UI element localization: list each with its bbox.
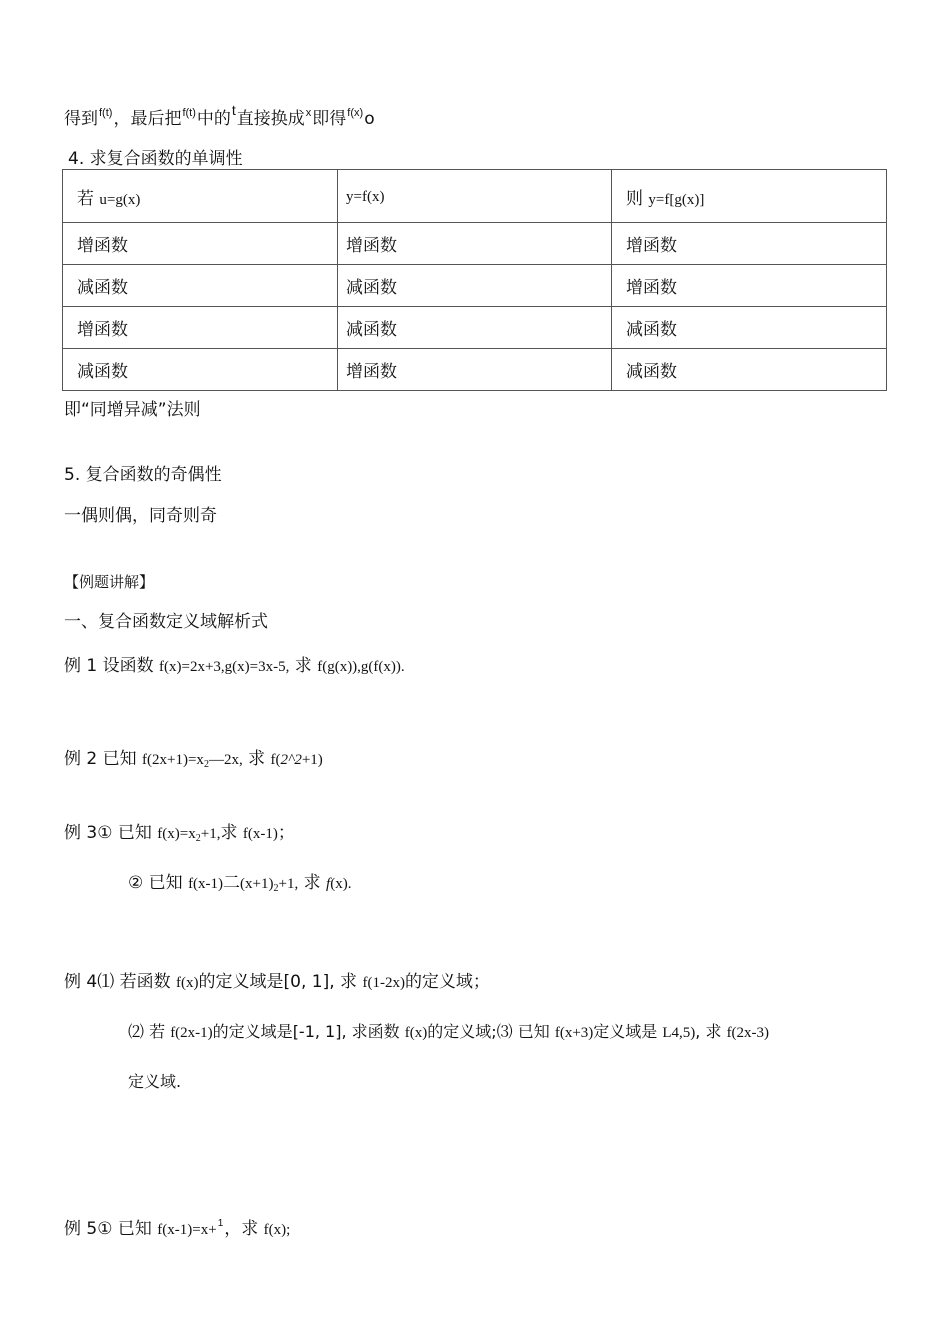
example-3-part-2-expr-d: +1, xyxy=(278,876,299,892)
table-cell: 增函数 xyxy=(338,349,612,391)
table-cell: 减函数 xyxy=(612,349,887,391)
intro-x: x xyxy=(305,107,312,119)
example-3-sub: 2 xyxy=(195,833,201,844)
table-cell: 增函数 xyxy=(63,223,338,265)
example-3-part-2-zh: 求 xyxy=(298,873,327,893)
example-2-label: 例 2 已知 xyxy=(64,749,143,769)
example-4-part-3: 定义域. xyxy=(128,1072,182,1091)
table-cell: 减函数 xyxy=(338,265,612,307)
intro-text-1: 得到 xyxy=(64,109,98,129)
example-2-zh: 求 xyxy=(242,749,271,769)
example-4-expr: f(2x-1) xyxy=(170,1025,213,1041)
example-3-part-2 xyxy=(128,872,351,897)
monotonicity-table xyxy=(62,169,887,391)
table-cell: 减函数 xyxy=(63,265,338,307)
header-zh: 则 xyxy=(626,188,643,209)
example-3-part-2-char: 二 xyxy=(223,873,241,893)
header-expr: u=g(x) xyxy=(99,191,141,208)
table-header-row xyxy=(63,170,887,223)
example-4-expr: L4,5) xyxy=(662,1025,696,1041)
example-2-expr-a: f(2x+1)=x xyxy=(142,752,204,768)
example-3-label: 例 3① 已知 xyxy=(64,823,158,843)
examples-heading: 【例题讲解】 xyxy=(64,573,155,591)
intro-text-5: 即得 xyxy=(312,109,347,129)
example-4-expr: f(x) xyxy=(404,1025,428,1041)
monotonicity-rule: 即“同增异减”法则 xyxy=(64,400,201,420)
header-expr: y=f(x) xyxy=(346,189,385,205)
example-4-text: 的定义域； xyxy=(404,972,490,992)
example-3-part-1 xyxy=(64,822,295,847)
example-3-expr-a: f(x)=x xyxy=(157,826,196,842)
example-2-expr-c: f( xyxy=(270,752,281,768)
part-1-heading: 一、复合函数定义域解析式 xyxy=(64,612,268,632)
example-1-expr: f(x)=2x+3,g(x)=3x-5, xyxy=(159,659,290,675)
table-header-cell xyxy=(63,170,338,223)
example-4-text: 定义域是 xyxy=(593,1022,663,1041)
example-2-expr-it: 2^2 xyxy=(280,752,302,768)
intro-t: t xyxy=(231,102,236,118)
example-4-expr: f(x) xyxy=(176,975,199,991)
example-4-text: ⑵ 若 xyxy=(128,1022,171,1041)
table-header-cell xyxy=(612,170,887,223)
example-3-part-2-f: f xyxy=(326,876,331,892)
example-4-text: [-1, 1], 求函数 xyxy=(292,1022,405,1041)
example-1-label: 例 1 设函数 xyxy=(64,656,160,676)
example-1-zh: 求 xyxy=(289,656,318,676)
example-3-part-2-label: ② 已知 xyxy=(128,873,189,893)
example-5-label: 例 5① 已知 xyxy=(64,1219,158,1239)
example-3-part-2-expr-a: f(x-1) xyxy=(188,876,224,892)
intro-ft-2: f(t) xyxy=(182,107,196,119)
table-cell: 增函数 xyxy=(612,223,887,265)
example-5-zh: ，求 xyxy=(224,1219,264,1239)
table-cell: 增函数 xyxy=(63,307,338,349)
example-3-expr-b: +1, xyxy=(200,826,221,842)
table-cell: 减函数 xyxy=(63,349,338,391)
example-5-expr-b: f(x); xyxy=(263,1222,291,1238)
intro-text-4: 直接换成 xyxy=(236,109,305,129)
example-2-expr-d: +1) xyxy=(301,752,323,768)
example-3-part-2-expr-e: (x). xyxy=(330,876,352,892)
intro-fx: f(x) xyxy=(347,107,364,119)
example-4-text: , 求 xyxy=(695,1022,727,1041)
parity-rule: 一偶则偶，同奇则奇 xyxy=(64,506,217,526)
section-4-title: 4. 求复合函数的单调性 xyxy=(68,149,243,169)
header-expr: y=f[g(x)] xyxy=(648,191,705,208)
header-zh: 若 xyxy=(77,188,94,209)
intro-text-3: 中的 xyxy=(196,109,231,129)
intro-ft: f(t) xyxy=(99,107,113,119)
example-4-expr: f(x+3) xyxy=(554,1025,594,1041)
example-3-part-2-expr-c: (x+1) xyxy=(240,876,274,892)
example-4-expr: f(2x-3) xyxy=(726,1025,770,1041)
example-4-text: [0, 1], 求 xyxy=(283,972,363,992)
example-5-sup: 1 xyxy=(217,1218,224,1229)
intro-text-2: ，最后把 xyxy=(113,109,182,129)
table-row xyxy=(63,349,887,391)
example-5 xyxy=(64,1218,290,1243)
intro-line xyxy=(64,102,375,132)
example-3-end: ； xyxy=(277,823,295,843)
example-4-expr: f(1-2x) xyxy=(362,975,405,991)
example-4-text: 的定义域是 xyxy=(212,1022,293,1041)
example-2-sub: 2 xyxy=(203,759,209,770)
example-5-expr-a: f(x-1)=x+ xyxy=(157,1222,217,1238)
table-cell: 减函数 xyxy=(338,307,612,349)
example-4-part-2 xyxy=(128,1021,769,1044)
example-2 xyxy=(64,748,323,773)
table-row xyxy=(63,265,887,307)
example-4-text: 的定义域是 xyxy=(198,972,284,992)
example-4-text: 的定义域;⑶ 已知 xyxy=(427,1022,555,1041)
table-row xyxy=(63,223,887,265)
table-cell: 减函数 xyxy=(612,307,887,349)
example-2-expr-b: —2x, xyxy=(208,752,243,768)
example-3-expr-c: f(x-1) xyxy=(242,826,278,842)
example-3-part-2-sub: 2 xyxy=(273,883,279,894)
example-4-part-1 xyxy=(64,971,490,994)
example-1 xyxy=(64,655,405,678)
table-row xyxy=(63,307,887,349)
table-header-cell xyxy=(338,170,612,223)
example-1-expr2: f(g(x)),g(f(x)). xyxy=(317,659,405,675)
section-5-title: 5. 复合函数的奇偶性 xyxy=(64,465,222,485)
intro-end: o xyxy=(364,109,375,129)
example-3-zh: 求 xyxy=(220,823,243,843)
table-cell: 增函数 xyxy=(338,223,612,265)
example-4-label: 例 4⑴ 若函数 xyxy=(64,972,177,992)
table-cell: 增函数 xyxy=(612,265,887,307)
